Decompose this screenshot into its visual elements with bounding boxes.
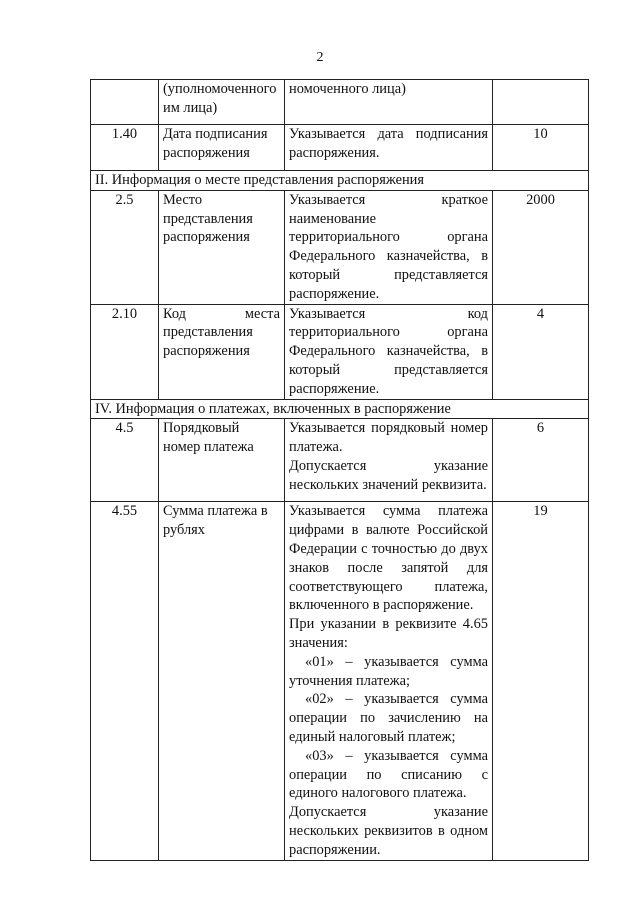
- cell-num: 4.55: [91, 502, 159, 860]
- table-row: [91, 125, 589, 171]
- requisites-table: [90, 79, 589, 861]
- cell-name: Порядковый номер платежа: [159, 419, 285, 502]
- section-row: [91, 171, 589, 191]
- cell-name: (уполномоченного им лица): [159, 80, 285, 125]
- desc-paragraph: При указании в реквизите 4.65 значения:: [289, 616, 488, 651]
- name-first-line: [163, 305, 280, 324]
- cell-num: 2.5: [91, 190, 159, 304]
- cell-name: Сумма платежа в рублях: [159, 502, 285, 860]
- name-word: места: [244, 305, 280, 322]
- cell-num: 4.5: [91, 419, 159, 502]
- cell-value: 4: [493, 304, 589, 399]
- cell-num: 1.40: [91, 125, 159, 171]
- cell-desc: Указывается краткое наименование территориального органа Федерального казначейства, в который представляется распоряжение.: [285, 190, 493, 304]
- desc-paragraph: Указывается сумма платежа цифрами в валюте Российской Федерации с точностью до двух знаков после запятой для соответствующего платежа, включенного в распоряжение.: [289, 503, 488, 614]
- cell-value: 10: [493, 125, 589, 171]
- name-word: Код: [163, 305, 186, 322]
- table-row: [91, 419, 589, 502]
- cell-value: 6: [493, 419, 589, 502]
- table-row: [91, 80, 589, 125]
- table-row: [91, 304, 589, 399]
- cell-name: Место представления распоряжения: [159, 190, 285, 304]
- section-heading: IV. Информация о платежах, включенных в распоряжение: [91, 399, 589, 419]
- cell-value: 2000: [493, 190, 589, 304]
- cell-name: [159, 304, 285, 399]
- cell-num: [91, 80, 159, 125]
- desc-paragraph: Указывается порядковый номер платежа.: [289, 420, 488, 456]
- desc-paragraph: «03» – указывается сумма операции по списанию с единого налогового платежа.: [289, 747, 488, 802]
- name-rest: представления распоряжения: [163, 324, 253, 360]
- cell-desc: Указывается код территориального органа Федерального казначейства, в который представляется распоряжение.: [285, 304, 493, 399]
- cell-desc: [285, 502, 493, 860]
- table-row: [91, 502, 589, 860]
- cell-desc: [285, 419, 493, 502]
- cell-desc: Указывается дата подписания распоряжения.: [285, 125, 493, 171]
- cell-value: [493, 80, 589, 125]
- page-number: 2: [316, 50, 324, 65]
- desc-paragraph: Допускается указание нескольких реквизитов в одном распоряжении.: [289, 804, 488, 858]
- desc-paragraph: Допускается указание нескольких значений реквизита.: [289, 457, 488, 493]
- section-row: [91, 399, 589, 419]
- table-row: [91, 190, 589, 304]
- section-heading: II. Информация о месте представления распоряжения: [91, 171, 589, 191]
- cell-desc: номоченного лица): [285, 80, 493, 125]
- cell-num: 2.10: [91, 304, 159, 399]
- desc-paragraph: «01» – указывается сумма уточнения платежа;: [289, 653, 488, 689]
- cell-value: 19: [493, 502, 589, 860]
- desc-paragraph: «02» – указывается сумма операции по зачислению на единый налоговый платеж;: [289, 691, 488, 745]
- cell-name: Дата подписания распоряжения: [159, 125, 285, 171]
